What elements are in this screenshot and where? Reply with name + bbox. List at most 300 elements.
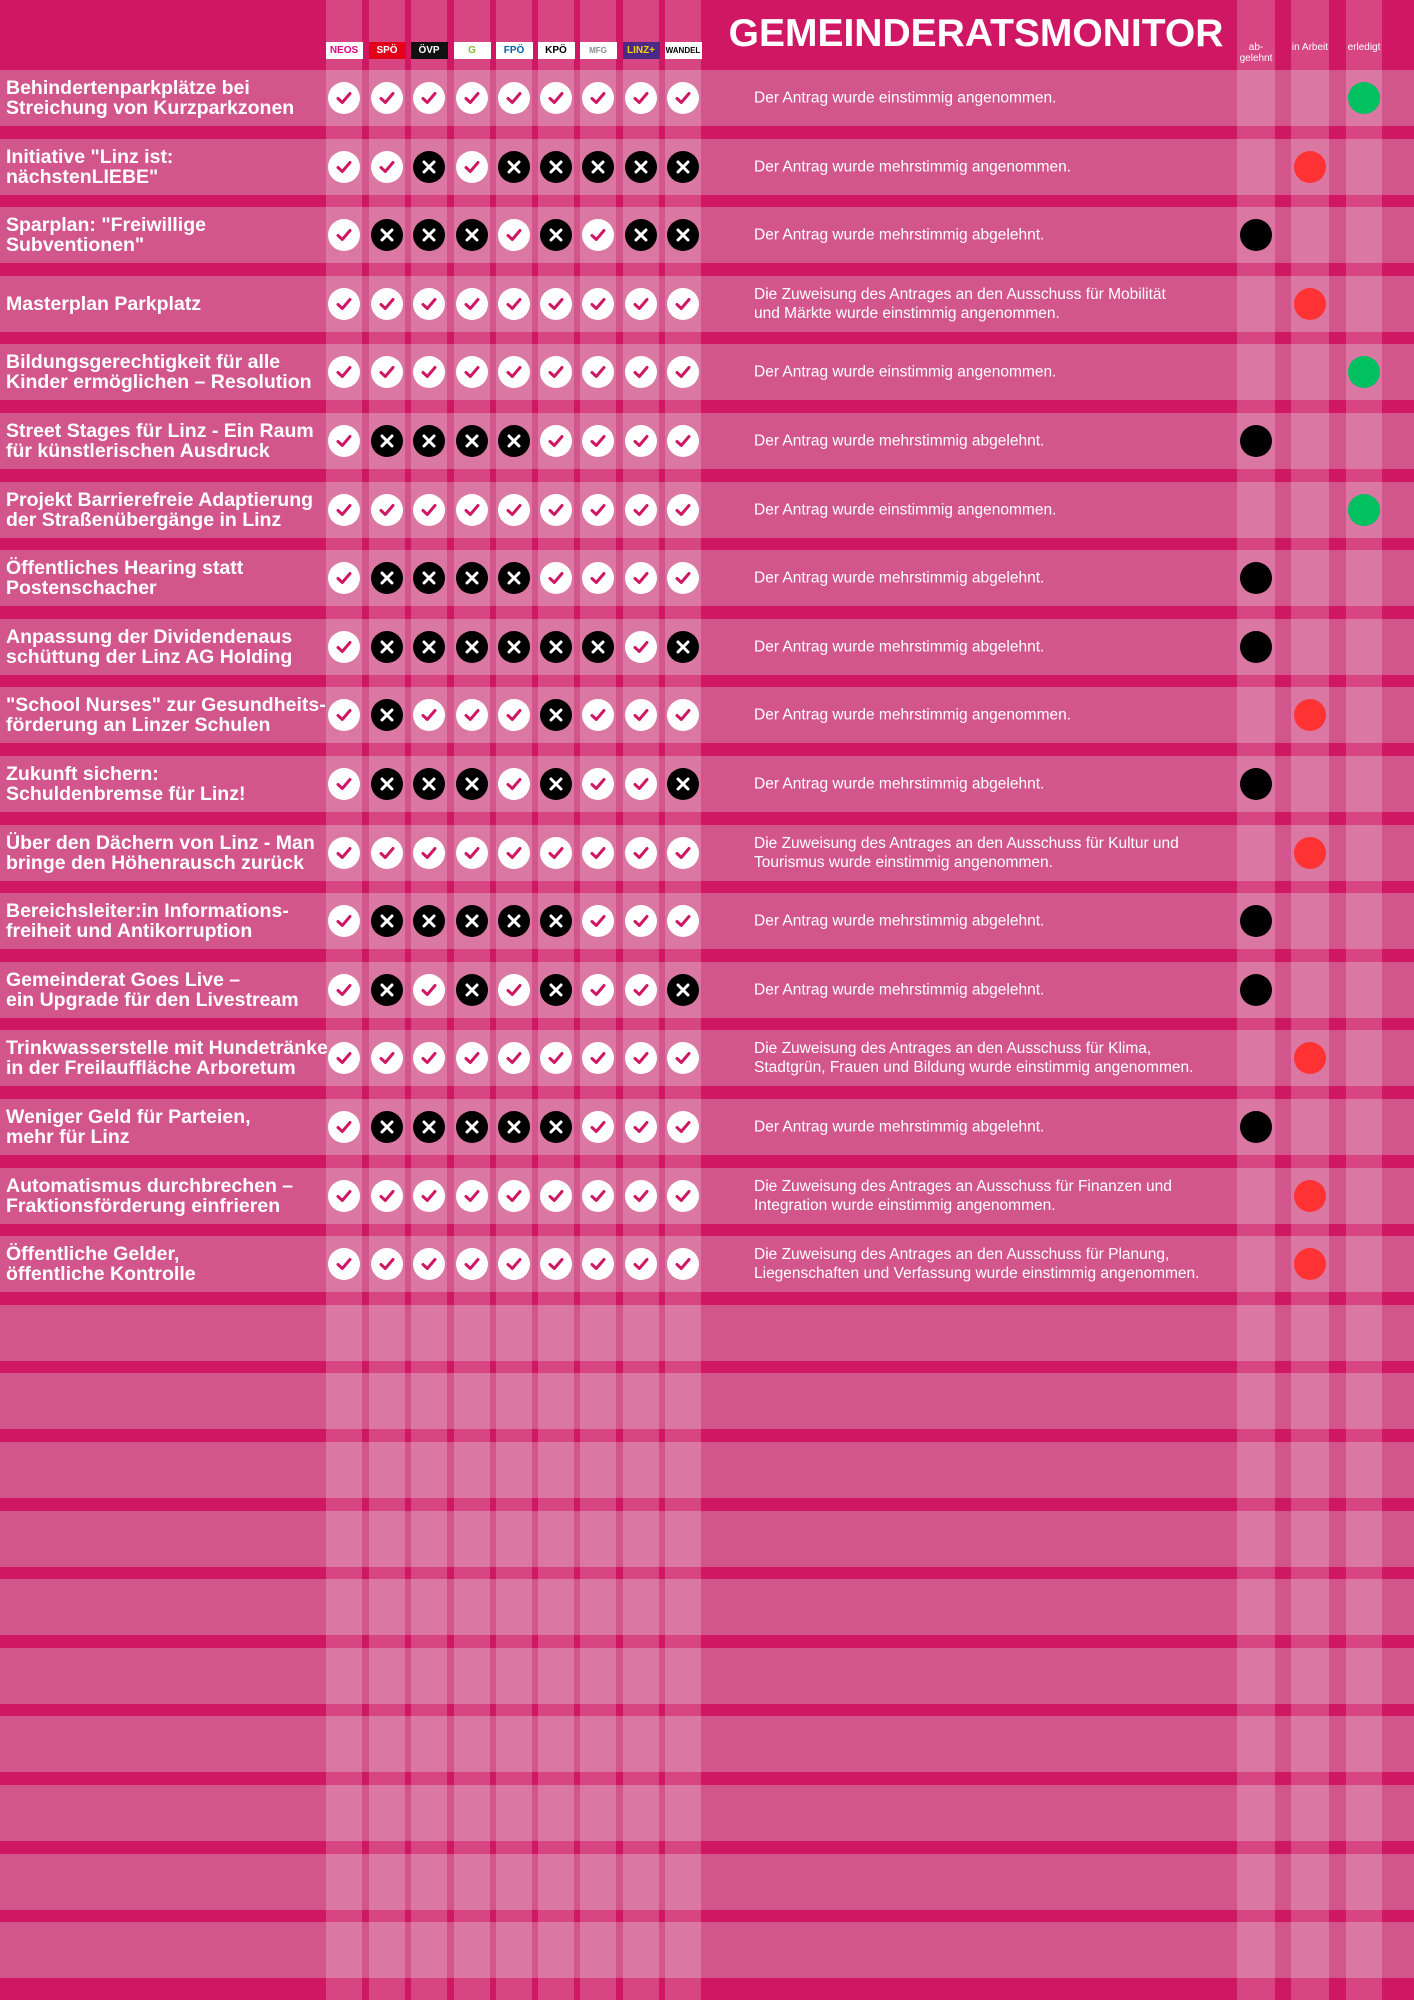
vote-no xyxy=(371,425,403,457)
check-icon xyxy=(673,705,693,725)
vote-no xyxy=(371,631,403,663)
cross-icon xyxy=(546,225,566,245)
check-icon xyxy=(546,431,566,451)
motion-title: Masterplan Parkplatz xyxy=(6,292,202,315)
check-icon xyxy=(673,1186,693,1206)
vote-yes xyxy=(582,356,614,388)
motion-title: "School Nurses" zur Gesundheits- förderung an Linzer Schulen xyxy=(6,694,326,737)
vote-no xyxy=(456,425,488,457)
vote-yes xyxy=(328,631,360,663)
check-icon xyxy=(631,911,651,931)
check-icon xyxy=(631,843,651,863)
cross-icon xyxy=(504,637,524,657)
check-icon xyxy=(673,500,693,520)
check-icon xyxy=(462,294,482,314)
status-dot-rejected xyxy=(1240,905,1272,937)
vote-yes xyxy=(328,699,360,731)
vote-no xyxy=(582,151,614,183)
check-icon xyxy=(673,911,693,931)
check-icon xyxy=(631,1117,651,1137)
motion-title: Sparplan: "Freiwillige Subventionen" xyxy=(6,214,206,257)
check-icon xyxy=(462,705,482,725)
vote-yes xyxy=(540,1180,572,1212)
vote-no xyxy=(498,1111,530,1143)
motion-result: Der Antrag wurde mehrstimmig abgelehnt. xyxy=(754,1118,1045,1136)
vote-no xyxy=(413,219,445,251)
cross-icon xyxy=(504,568,524,588)
check-icon xyxy=(588,774,608,794)
vote-yes xyxy=(328,219,360,251)
vote-no xyxy=(667,974,699,1006)
vote-yes xyxy=(371,288,403,320)
vote-yes xyxy=(667,837,699,869)
check-icon xyxy=(673,1254,693,1274)
vote-yes xyxy=(498,219,530,251)
check-icon xyxy=(504,1186,524,1206)
status-dot-rejected xyxy=(1240,219,1272,251)
party-logo-linz: LINZ+ xyxy=(623,42,660,59)
vote-yes xyxy=(582,1180,614,1212)
vote-yes xyxy=(456,699,488,731)
vote-no xyxy=(371,905,403,937)
check-icon xyxy=(504,88,524,108)
vote-yes xyxy=(328,82,360,114)
row-band xyxy=(0,1511,1414,1567)
vote-yes xyxy=(371,1248,403,1280)
vote-yes xyxy=(371,494,403,526)
vote-no xyxy=(582,631,614,663)
cross-icon xyxy=(631,225,651,245)
check-icon xyxy=(588,1048,608,1068)
cross-icon xyxy=(419,911,439,931)
check-icon xyxy=(631,294,651,314)
check-icon xyxy=(546,362,566,382)
vote-yes xyxy=(540,1248,572,1280)
vote-yes xyxy=(498,288,530,320)
vote-yes xyxy=(667,905,699,937)
motion-result: Der Antrag wurde mehrstimmig abgelehnt. xyxy=(754,226,1045,244)
check-icon xyxy=(419,1254,439,1274)
check-icon xyxy=(546,88,566,108)
cross-icon xyxy=(419,774,439,794)
check-icon xyxy=(631,568,651,588)
vote-yes xyxy=(540,837,572,869)
status-dot-in-progress xyxy=(1294,699,1326,731)
vote-yes xyxy=(625,1248,657,1280)
vote-no xyxy=(413,151,445,183)
check-icon xyxy=(334,225,354,245)
motion-title: Trinkwasserstelle mit Hundetränke in der Freilauffläche Arboretum xyxy=(6,1037,328,1080)
status-header-done: erledigt xyxy=(1347,42,1381,53)
check-icon xyxy=(334,431,354,451)
vote-no xyxy=(540,974,572,1006)
check-icon xyxy=(673,431,693,451)
vote-yes xyxy=(625,494,657,526)
vote-yes xyxy=(625,356,657,388)
vote-yes xyxy=(582,562,614,594)
status-dot-in-progress xyxy=(1294,837,1326,869)
vote-no xyxy=(456,974,488,1006)
motion-result: Der Antrag wurde mehrstimmig abgelehnt. xyxy=(754,432,1045,450)
motion-result: Der Antrag wurde einstimmig angenommen. xyxy=(754,363,1057,381)
vote-yes xyxy=(328,1180,360,1212)
vote-yes xyxy=(456,1180,488,1212)
vote-yes xyxy=(667,1180,699,1212)
motion-result: Die Zuweisung des Antrages an den Ausschuss für Planung, Liegenschaften und Verfassung wurde einstimmig angenommen. xyxy=(754,1246,1200,1283)
motion-title: Initiative "Linz ist: nächstenLIEBE" xyxy=(6,145,174,188)
check-icon xyxy=(546,568,566,588)
check-icon xyxy=(546,1254,566,1274)
motion-title: Bildungsgerechtigkeit für alle Kinder ermöglichen – Resolution xyxy=(6,351,312,394)
check-icon xyxy=(631,774,651,794)
check-icon xyxy=(462,1254,482,1274)
vote-yes xyxy=(456,1042,488,1074)
vote-yes xyxy=(328,356,360,388)
vote-yes xyxy=(582,1042,614,1074)
vote-yes xyxy=(328,768,360,800)
cross-icon xyxy=(377,1117,397,1137)
vote-yes xyxy=(625,562,657,594)
party-logo-g: G xyxy=(454,42,491,59)
vote-no xyxy=(456,905,488,937)
check-icon xyxy=(588,705,608,725)
check-icon xyxy=(462,88,482,108)
cross-icon xyxy=(546,911,566,931)
check-icon xyxy=(588,500,608,520)
vote-yes xyxy=(582,425,614,457)
vote-yes xyxy=(625,905,657,937)
vote-yes xyxy=(498,974,530,1006)
cross-icon xyxy=(673,774,693,794)
status-dot-rejected xyxy=(1240,631,1272,663)
vote-yes xyxy=(413,837,445,869)
check-icon xyxy=(588,843,608,863)
motion-title: Öffentliches Hearing statt Postenschacher xyxy=(6,557,244,600)
vote-yes xyxy=(625,974,657,1006)
status-dot-rejected xyxy=(1240,974,1272,1006)
check-icon xyxy=(377,843,397,863)
check-icon xyxy=(334,294,354,314)
check-icon xyxy=(588,88,608,108)
cross-icon xyxy=(377,911,397,931)
vote-yes xyxy=(625,1180,657,1212)
check-icon xyxy=(334,1117,354,1137)
check-icon xyxy=(631,88,651,108)
cross-icon xyxy=(504,431,524,451)
status-dot-in-progress xyxy=(1294,288,1326,320)
status-dot-in-progress xyxy=(1294,1248,1326,1280)
motion-title: Projekt Barrierefreie Adaptierung der Straßenübergänge in Linz xyxy=(6,488,314,531)
vote-yes xyxy=(371,1042,403,1074)
check-icon xyxy=(504,294,524,314)
motion-result: Die Zuweisung des Antrages an Ausschuss für Finanzen und Integration wurde einstimmig angenommen. xyxy=(754,1177,1172,1214)
vote-no xyxy=(371,699,403,731)
check-icon xyxy=(377,88,397,108)
check-icon xyxy=(419,1048,439,1068)
page-title: GEMEINDERATSMONITOR xyxy=(728,12,1224,55)
row-band xyxy=(0,1648,1414,1704)
check-icon xyxy=(334,1048,354,1068)
vote-yes xyxy=(328,1248,360,1280)
motion-title: Gemeinderat Goes Live – ein Upgrade für den Livestream xyxy=(6,968,299,1011)
vote-yes xyxy=(413,699,445,731)
vote-yes xyxy=(413,1180,445,1212)
check-icon xyxy=(377,294,397,314)
status-dot-in-progress xyxy=(1294,151,1326,183)
check-icon xyxy=(588,362,608,382)
party-logo-övp: ÖVP xyxy=(411,42,448,59)
vote-no xyxy=(413,631,445,663)
vote-yes xyxy=(498,82,530,114)
cross-icon xyxy=(673,157,693,177)
check-icon xyxy=(504,774,524,794)
motion-title: Street Stages für Linz - Ein Raum für künstlerischen Ausdruck xyxy=(6,420,314,462)
status-column-stripe xyxy=(1346,0,1382,2000)
cross-icon xyxy=(462,637,482,657)
check-icon xyxy=(462,1048,482,1068)
motion-result: Der Antrag wurde mehrstimmig abgelehnt. xyxy=(754,569,1045,587)
vote-yes xyxy=(667,699,699,731)
check-icon xyxy=(546,1048,566,1068)
vote-no xyxy=(371,1111,403,1143)
vote-yes xyxy=(328,837,360,869)
check-icon xyxy=(462,362,482,382)
party-logo-wandel: WANDEL xyxy=(665,42,702,59)
check-icon xyxy=(504,1254,524,1274)
check-icon xyxy=(588,294,608,314)
vote-yes xyxy=(582,974,614,1006)
vote-yes xyxy=(371,356,403,388)
cross-icon xyxy=(546,637,566,657)
check-icon xyxy=(334,88,354,108)
cross-icon xyxy=(462,911,482,931)
motion-result: Der Antrag wurde mehrstimmig abgelehnt. xyxy=(754,981,1045,999)
check-icon xyxy=(334,362,354,382)
check-icon xyxy=(673,1117,693,1137)
check-icon xyxy=(377,500,397,520)
check-icon xyxy=(504,705,524,725)
vote-no xyxy=(625,151,657,183)
vote-no xyxy=(371,219,403,251)
check-icon xyxy=(504,980,524,1000)
check-icon xyxy=(419,1186,439,1206)
vote-yes xyxy=(328,562,360,594)
check-icon xyxy=(377,1186,397,1206)
row-band xyxy=(0,1305,1414,1361)
check-icon xyxy=(588,1254,608,1274)
motion-title: Bereichsleiter:in Informations- freiheit und Antikorruption xyxy=(6,900,289,943)
check-icon xyxy=(377,157,397,177)
motion-title: Über den Dächern von Linz - Man bringe den Höhenrausch zurück xyxy=(6,831,315,874)
cross-icon xyxy=(504,157,524,177)
vote-yes xyxy=(456,837,488,869)
motion-result: Der Antrag wurde mehrstimmig abgelehnt. xyxy=(754,912,1045,930)
check-icon xyxy=(334,1186,354,1206)
status-dot-rejected xyxy=(1240,1111,1272,1143)
vote-yes xyxy=(625,82,657,114)
motion-result: Der Antrag wurde mehrstimmig angenommen. xyxy=(754,706,1072,724)
vote-yes xyxy=(498,837,530,869)
check-icon xyxy=(334,911,354,931)
row-band xyxy=(0,1785,1414,1841)
check-icon xyxy=(419,980,439,1000)
check-icon xyxy=(588,225,608,245)
vote-no xyxy=(540,1111,572,1143)
vote-no xyxy=(498,905,530,937)
cross-icon xyxy=(631,157,651,177)
vote-yes xyxy=(456,151,488,183)
vote-yes xyxy=(413,288,445,320)
vote-yes xyxy=(625,425,657,457)
vote-yes xyxy=(328,905,360,937)
vote-yes xyxy=(582,905,614,937)
motion-result: Der Antrag wurde einstimmig angenommen. xyxy=(754,501,1057,519)
vote-no xyxy=(413,562,445,594)
party-logo-neos: NEOS xyxy=(326,42,363,59)
vote-yes xyxy=(667,494,699,526)
check-icon xyxy=(377,1254,397,1274)
check-icon xyxy=(504,1048,524,1068)
cross-icon xyxy=(546,980,566,1000)
cross-icon xyxy=(673,637,693,657)
cross-icon xyxy=(462,568,482,588)
vote-no xyxy=(498,151,530,183)
vote-no xyxy=(625,219,657,251)
party-logo-kpö: KPÖ xyxy=(538,42,575,59)
vote-no xyxy=(667,219,699,251)
status-dot-in-progress xyxy=(1294,1180,1326,1212)
cross-icon xyxy=(546,1117,566,1137)
check-icon xyxy=(588,568,608,588)
check-icon xyxy=(631,500,651,520)
vote-yes xyxy=(667,82,699,114)
check-icon xyxy=(546,500,566,520)
vote-yes xyxy=(328,1111,360,1143)
status-dot-rejected xyxy=(1240,768,1272,800)
vote-yes xyxy=(625,768,657,800)
cross-icon xyxy=(419,225,439,245)
party-logo-mfg: MFG xyxy=(580,42,617,59)
vote-yes xyxy=(582,82,614,114)
cross-icon xyxy=(546,705,566,725)
vote-yes xyxy=(371,1180,403,1212)
motion-title: Weniger Geld für Parteien, mehr für Linz xyxy=(6,1106,251,1148)
cross-icon xyxy=(377,637,397,657)
cross-icon xyxy=(504,1117,524,1137)
check-icon xyxy=(334,637,354,657)
vote-yes xyxy=(456,356,488,388)
vote-yes xyxy=(456,494,488,526)
vote-yes xyxy=(456,82,488,114)
vote-no xyxy=(667,151,699,183)
cross-icon xyxy=(377,774,397,794)
status-dot-rejected xyxy=(1240,562,1272,594)
cross-icon xyxy=(377,568,397,588)
check-icon xyxy=(631,1254,651,1274)
vote-yes xyxy=(413,356,445,388)
row-band xyxy=(0,1442,1414,1498)
vote-no xyxy=(498,562,530,594)
check-icon xyxy=(673,1048,693,1068)
vote-yes xyxy=(582,768,614,800)
vote-no xyxy=(540,219,572,251)
motion-title: Automatismus durchbrechen – Fraktionsförderung einfrieren xyxy=(6,1174,294,1217)
row-band xyxy=(0,1922,1414,1978)
cross-icon xyxy=(419,1117,439,1137)
vote-yes xyxy=(328,288,360,320)
check-icon xyxy=(588,911,608,931)
vote-yes xyxy=(625,837,657,869)
cross-icon xyxy=(462,980,482,1000)
vote-yes xyxy=(540,1042,572,1074)
vote-yes xyxy=(413,1248,445,1280)
check-icon xyxy=(377,1048,397,1068)
vote-yes xyxy=(328,425,360,457)
vote-yes xyxy=(328,151,360,183)
check-icon xyxy=(546,294,566,314)
vote-no xyxy=(498,425,530,457)
check-icon xyxy=(462,843,482,863)
vote-no xyxy=(540,905,572,937)
check-icon xyxy=(419,88,439,108)
row-band xyxy=(0,1579,1414,1635)
vote-yes xyxy=(456,1248,488,1280)
cross-icon xyxy=(504,911,524,931)
vote-no xyxy=(540,768,572,800)
vote-no xyxy=(371,974,403,1006)
vote-yes xyxy=(540,425,572,457)
check-icon xyxy=(631,980,651,1000)
vote-yes xyxy=(328,1042,360,1074)
vote-yes xyxy=(540,82,572,114)
check-icon xyxy=(419,843,439,863)
cross-icon xyxy=(462,225,482,245)
party-logo-fpö: FPÖ xyxy=(496,42,533,59)
check-icon xyxy=(673,88,693,108)
cross-icon xyxy=(419,431,439,451)
check-icon xyxy=(673,294,693,314)
check-icon xyxy=(673,843,693,863)
vote-yes xyxy=(371,82,403,114)
cross-icon xyxy=(419,568,439,588)
check-icon xyxy=(419,500,439,520)
vote-yes xyxy=(328,494,360,526)
vote-yes xyxy=(625,631,657,663)
vote-yes xyxy=(540,288,572,320)
check-icon xyxy=(504,362,524,382)
check-icon xyxy=(334,705,354,725)
cross-icon xyxy=(377,705,397,725)
cross-icon xyxy=(377,980,397,1000)
check-icon xyxy=(588,1117,608,1137)
vote-no xyxy=(540,631,572,663)
check-icon xyxy=(334,980,354,1000)
vote-yes xyxy=(498,494,530,526)
check-icon xyxy=(334,774,354,794)
check-icon xyxy=(673,568,693,588)
check-icon xyxy=(419,362,439,382)
vote-yes xyxy=(328,974,360,1006)
vote-yes xyxy=(667,1111,699,1143)
motion-result: Der Antrag wurde mehrstimmig angenommen. xyxy=(754,158,1072,176)
row-band xyxy=(0,1854,1414,1910)
status-dot-done xyxy=(1348,356,1380,388)
vote-yes xyxy=(667,1042,699,1074)
cross-icon xyxy=(419,637,439,657)
vote-yes xyxy=(413,974,445,1006)
status-header-in-progress: in Arbeit xyxy=(1291,42,1329,53)
status-dot-done xyxy=(1348,82,1380,114)
